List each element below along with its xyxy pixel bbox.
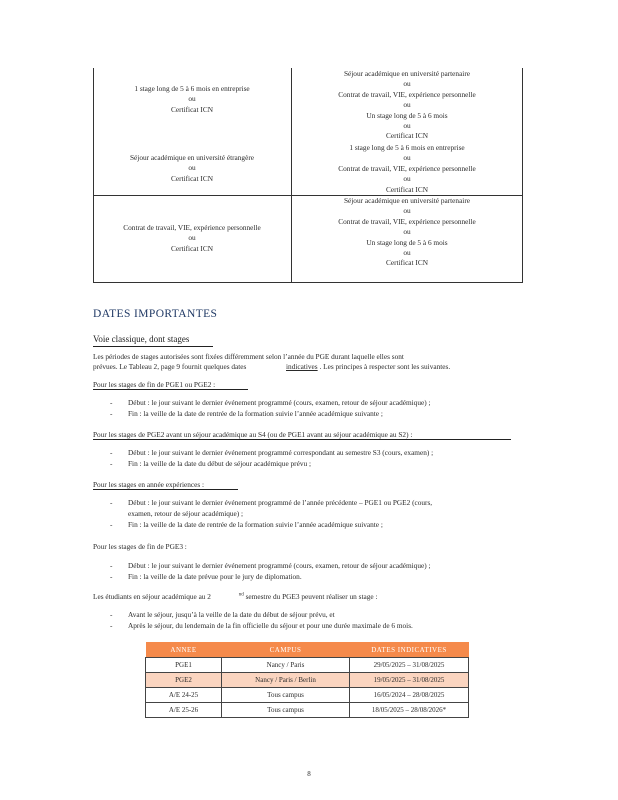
bullet-dash: - (110, 459, 113, 468)
exchange-text: Les étudiants en séjour académique au 2 (93, 592, 211, 601)
list-item: Avant le séjour, jusqu’à la veille de la date du début de séjour prévu, et (128, 610, 335, 619)
table-cell: PGE1 (146, 658, 222, 673)
bullet-dash: - (110, 520, 113, 529)
table-cell: 19/05/2025 – 31/08/2025 (350, 673, 469, 688)
bullet-dash: - (110, 409, 113, 418)
section-title: Pour les stages de PGE2 avant un séjour académique au S4 (ou de PGE1 avant au séjour académique au S2) : (93, 430, 413, 439)
superscript: nd (238, 592, 244, 598)
bullet-dash: - (110, 572, 113, 581)
column-header: DATES INDICATIVES (350, 642, 469, 658)
table-row (146, 703, 469, 718)
list-item: Fin : la veille de la date de rentrée de la formation suivie l’année académique suivante ; (128, 520, 383, 529)
table-cell: Séjour académique en université partenaire ou Contrat de travail, VIE, expérience personnelle ou Un stage long de 5 à 6 mois ou Certificat ICN (338, 69, 476, 141)
list-item: Début : le jour suivant le dernier événement programmé (cours, examen, retour de séjour académique) ; (128, 561, 431, 570)
list-item: Début : le jour suivant le dernier événement programmé (cours, examen, retour de séjour académique) ; (128, 398, 431, 407)
table-cell: 1 stage long de 5 à 6 mois en entreprise ou Certificat ICN (134, 84, 250, 114)
table-cell: Séjour académique en université étrangère ou Certificat ICN (130, 153, 254, 183)
subheading-underline (93, 346, 213, 347)
section-heading: DATES IMPORTANTES (93, 308, 218, 320)
column-header: ANNEE (146, 642, 222, 658)
table-row (146, 688, 469, 703)
section-title: Pour les stages de fin de PGE1 ou PGE2 : (93, 380, 216, 389)
exchange-intro (93, 592, 378, 601)
table-cell: Tous campus (222, 688, 350, 703)
table-cell: Nancy / Paris (222, 658, 350, 673)
table-header-row (146, 642, 469, 658)
section-title-underline (93, 439, 511, 440)
page-number: 8 (307, 770, 311, 778)
dates-table (145, 642, 469, 718)
table-cell: 1 stage long de 5 à 6 mois en entreprise ou Contrat de travail, VIE, expérience personnelle ou Certificat ICN (338, 143, 476, 194)
list-item: Après le séjour, du lendemain de la fin officielle du séjour et pour une durée maximale de 6 mois. (128, 621, 413, 630)
list-item: Début : le jour suivant le dernier événement programmé correspondant au semestre S3 (cours, examen) ; (128, 448, 434, 457)
bullet-dash: - (110, 610, 113, 619)
list-item: Fin : la veille de la date du début de séjour académique prévu ; (128, 459, 311, 468)
table-row (146, 658, 469, 673)
list-item: Fin : la veille de la date prévue pour le jury de diplomation. (128, 572, 302, 581)
table-cell: A/E 25-26 (146, 703, 222, 718)
column-header: CAMPUS (222, 642, 350, 658)
list-item: Fin : la veille de la date de rentrée de la formation suivie l’année académique suivante ; (128, 409, 383, 418)
bullet-dash: - (110, 448, 113, 457)
bullet-dash: - (110, 621, 113, 630)
bullet-dash: - (110, 398, 113, 407)
subheading: Voie classique, dont stages (93, 334, 190, 344)
intro-text-end: . Les principes à respecter sont les suivantes. (319, 362, 451, 371)
bullet-dash: - (110, 561, 113, 570)
intro-line-2 (93, 362, 450, 371)
table-border-bottom (93, 282, 523, 283)
section-title-underline (93, 389, 248, 390)
bullet-dash: - (110, 498, 113, 507)
table-cell: Tous campus (222, 703, 350, 718)
intro-line-1: Les périodes de stages autorisées sont fixées différemment selon l’année du PGE durant laquelle elles sont (93, 352, 404, 361)
table-cell: 18/05/2025 – 28/08/2026* (350, 703, 469, 718)
table-border-right (522, 68, 523, 282)
intro-text: prévues. Le Tableau 2, page 9 fournit quelques dates (93, 362, 247, 371)
table-row (146, 673, 469, 688)
table-cell: 16/05/2024 – 28/08/2025 (350, 688, 469, 703)
table-cell: Nancy / Paris / Berlin (222, 673, 350, 688)
list-item: Début : le jour suivant le dernier événement programmé de l’année précédente – PGE1 ou PGE2 (cours, (128, 498, 433, 507)
table-cell: Contrat de travail, VIE, expérience personnelle ou Certificat ICN (123, 223, 261, 253)
table-cell: Séjour académique en université partenaire ou Contrat de travail, VIE, expérience personnelle ou Un stage long de 5 à 6 mois ou Certificat ICN (338, 196, 476, 268)
section-title-underline (93, 489, 238, 490)
intro-underlined-word: indicatives (286, 362, 318, 371)
section-title: Pour les stages en année expériences : (93, 480, 205, 489)
section-title: Pour les stages de fin de PGE3 : (93, 542, 187, 551)
table-cell: A/E 24-25 (146, 688, 222, 703)
exchange-text-end: semestre du PGE3 peuvent réaliser un stage : (243, 592, 378, 601)
table-cell: 29/05/2025 – 31/08/2025 (350, 658, 469, 673)
list-item-continuation: examen, retour de séjour académique) ; (128, 509, 244, 518)
table-cell: PGE2 (146, 673, 222, 688)
